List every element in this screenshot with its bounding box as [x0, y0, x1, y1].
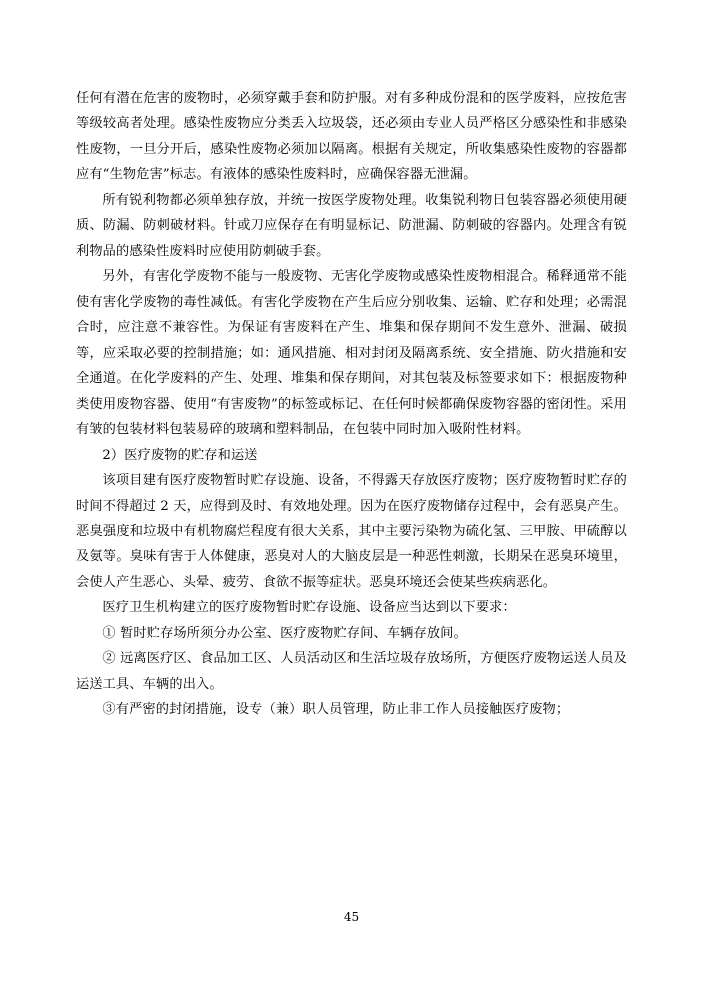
paragraph: 该项目建有医疗废物暂时贮存设施、设备，不得露天存放医疗废物；医疗废物暂时贮存的时间不得超过 2 天，应得到及时、有效地处理。因为在医疗废物储存过程中，会有恶臭产生。恶臭强度和垃圾中有机物腐烂程度有很大关系，其中主要污染物为硫化氢、三甲胺、甲硫醇以及氨等。臭味有害于人体健康，恶臭对人的大脑皮层是一种恶性刺激，长期呆在恶臭环境里，会使人产生恶心、头晕、疲劳、食欲不振等症状。恶臭环境还会使某些疾病恶化。 — [76, 473, 627, 590]
paragraph: 任何有潜在危害的废物时，必须穿戴手套和防护服。对有多种成份混和的医学废料，应按危害等级较高者处理。感染性废物应分类丢入垃圾袋，还必须由专业人员严格区分感染性和非感染性废物，一旦分开后，感染性废物必须加以隔离。根据有关规定，所收集感染性废物的容器都应有“生物危害”标志。有液体的感染性废料时，应确保容器无泄漏。 — [76, 91, 627, 183]
paragraph: 另外，有害化学废物不能与一般废物、无害化学废物或感染性废物相混合。稀释通常不能使有害化学废物的毒性减低。有害化学废物在产生后应分别收集、运输、贮存和处理；必需混合时，应注意不兼容性。为保证有害废料在产生、堆集和保存期间不发生意外、泄漏、破损等，应采取必要的控制措施；如：通风措施、相对封闭及隔离系统、安全措施、防火措施和安全通道。在化学废料的产生、处理、堆集和保存期间，对其包装及标签要求如下：根据废物种类使用废物容器、使用“有害废物”的标签或标记、在任何时候都确保废物容器的密闭性。采用有皱的包装材料包装易碎的玻璃和塑料制品，在包装中同时加入吸附性材料。 — [76, 269, 627, 438]
paragraph: 医疗卫生机构建立的医疗废物暂时贮存设施、设备应当达到以下要求： — [102, 600, 516, 616]
page-number: 45 — [343, 910, 360, 924]
list-item: ③有严密的封闭措施，设专（兼）职人员管理，防止非工作人员接触医疗废物； — [102, 702, 570, 718]
paragraph-heading-medical-waste-storage: 2）医疗废物的贮存和运送 — [102, 447, 258, 463]
list-item: ② 远离医疗区、食品加工区、人员活动区和生活垃圾存放场所，方便医疗废物运送人员及运送工具、车辆的出入。 — [76, 651, 627, 692]
list-item: ① 暂时贮存场所须分办公室、医疗废物贮存间、车辆存放间。 — [102, 625, 467, 641]
document-body — [76, 86, 627, 723]
paragraph: 所有锐利物都必须单独存放，并统一按医学废物处理。收集锐利物日包装容器必须使用硬质、防漏、防刺破材料。针或刀应保存在有明显标记、防泄漏、防刺破的容器内。处理含有锐利物品的感染性废料时应使用防刺破手套。 — [76, 192, 627, 259]
